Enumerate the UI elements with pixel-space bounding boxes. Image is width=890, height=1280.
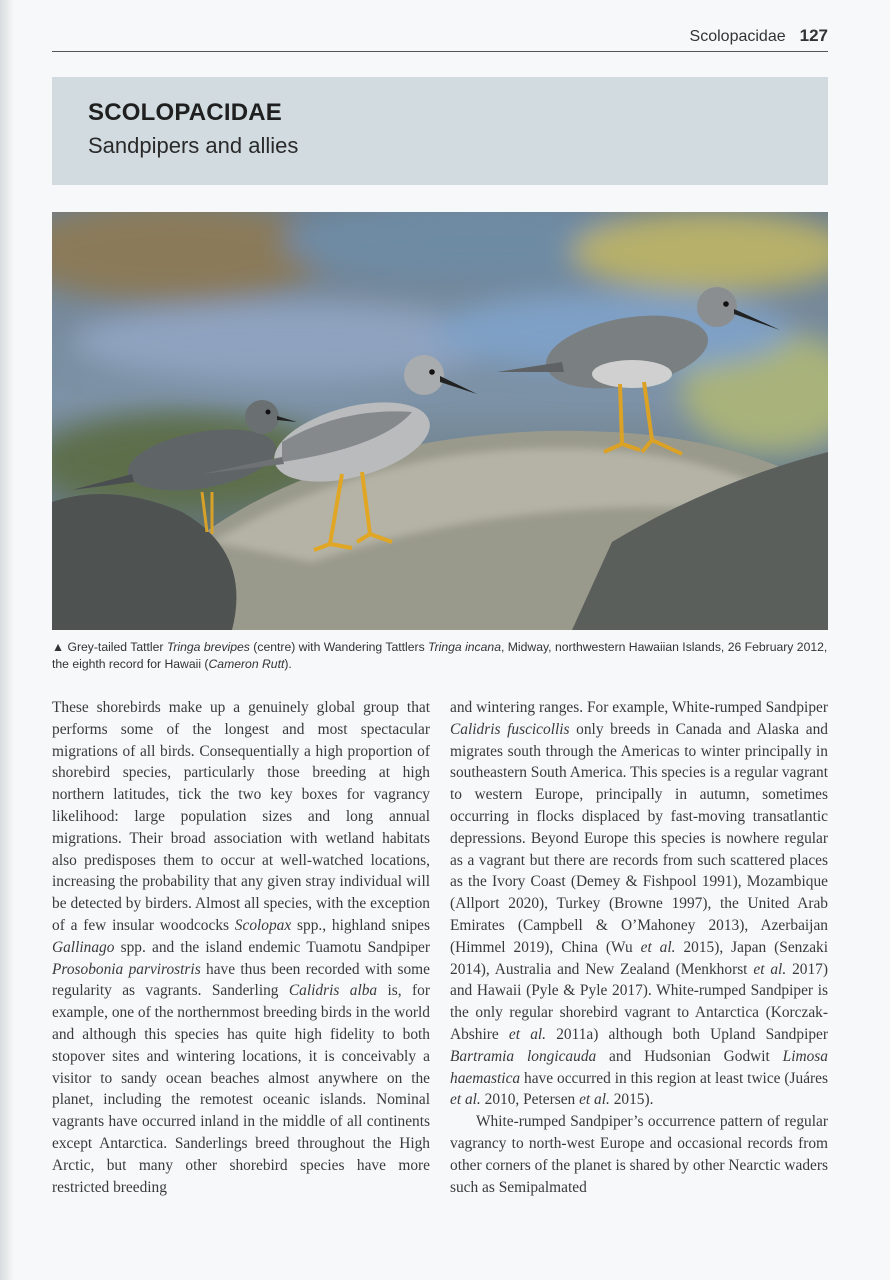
italic-text-run: et al.	[508, 1025, 547, 1043]
text-run: 2010, Petersen	[480, 1091, 580, 1109]
italic-text-run: Calidris fuscicollis	[450, 720, 570, 738]
text-run: 2011a) although both Upland Sandpiper	[546, 1025, 828, 1043]
text-run: 2017) and Hawaii (Pyle & Pyle 2017). White-rumped Sandpiper is the only regular shorebird vagrant to Antarctica (Korczak-Abshire	[450, 960, 828, 1043]
family-name: SCOLOPACIDAE	[88, 99, 282, 126]
text-run: have thus been recorded with some regularity as vagrants. Sanderling	[52, 960, 430, 1000]
italic-text-run: Calidris alba	[288, 982, 378, 1000]
italic-text-run: Limosa haemastica	[450, 1047, 828, 1087]
text-run: (centre) with Wandering Tattlers	[249, 640, 429, 654]
italic-text-run: Gallinago	[52, 938, 115, 956]
text-run: spp., highland snipes	[291, 916, 430, 934]
body-paragraph	[450, 1111, 828, 1198]
photo-illustration	[52, 212, 828, 630]
text-run: and wintering ranges. For example, White-rumped Sandpiper	[450, 699, 828, 716]
caption-text	[52, 640, 827, 671]
text-run: have occurred in this region at least twice (Juáres	[520, 1069, 828, 1087]
body-paragraph	[52, 697, 430, 1198]
body-column-left	[52, 697, 430, 1198]
italic-text-run: et al.	[753, 960, 787, 978]
running-head	[690, 26, 828, 46]
family-title-box	[52, 77, 828, 185]
text-run: and Hudsonian Godwit	[596, 1047, 783, 1065]
family-common-name: Sandpipers and allies	[88, 133, 299, 158]
page-number: 127	[799, 26, 828, 45]
text-run: 2015), Japan (Senzaki 2014), Australia and New Zealand (Menkhorst	[450, 938, 829, 978]
caption-marker-icon: ▲	[52, 640, 65, 654]
text-run: ).	[284, 657, 292, 671]
text-run: White-rumped Sandpiper’s occurrence pattern of regular vagrancy to north-west Europe and occasional records from other corners of the planet is shared by other Nearctic waders such as Semipalmated	[450, 1113, 828, 1196]
text-run: Grey-tailed Tattler	[64, 640, 167, 654]
italic-text-run: Bartramia longicauda	[450, 1047, 597, 1065]
italic-text-run: Tringa incana	[428, 640, 501, 654]
italic-text-run: Tringa brevipes	[166, 640, 250, 654]
running-head-section: Scolopacidae	[689, 28, 786, 45]
text-run: only breeds in Canada and Alaska and migrates south through the Americas to winter principally in southeastern South America. This species is a regular vagrant to western Europe, principally in autumn, sometimes occurring in flocks displaced by fast-moving transatlantic depressions. Beyond Europe this species is nowhere regular as a vagrant but there are records from such scattered places as the Ivory Coast (Demey & Fishpool 1991), Mozambique (Allport 2020), Turkey (Browne 1997), the United Arab Emirates (Campbell & O’Mahoney 2013), Azerbaijan (Himmel 2019), China (Wu	[450, 720, 828, 956]
italic-text-run: Cameron Rutt	[208, 657, 285, 671]
header-rule	[52, 51, 828, 52]
italic-text-run: et al.	[579, 1091, 610, 1109]
italic-text-run: Scolopax	[234, 916, 292, 934]
italic-text-run: Prosobonia parvirostris	[52, 960, 201, 978]
text-run: , Midway, northwestern Hawaiian Islands, 26 February 2012, the eighth record for Hawaii (	[52, 640, 828, 671]
text-run: These shorebirds make up a genuinely global group that performs some of the longest and most spectacular migrations of all birds. Consequentially a high proportion of shorebird species, particularly those breeding at high northern latitudes, tick the two key boxes for vagrancy likelihood: large population sizes and long annual migrations. Their broad association with wetland habitats also predisposes them to occur at well-watched locations, increasing the probability that any given stray individual will be detected by birders. Almost all species, with the exception of a few insular woodcocks	[52, 699, 430, 934]
body-column-right	[450, 697, 828, 1198]
photo-caption	[52, 639, 828, 673]
italic-text-run: et al.	[450, 1091, 481, 1109]
tattlers-photo	[52, 212, 828, 630]
text-run: 2015).	[609, 1091, 654, 1109]
body-paragraph	[450, 697, 828, 1111]
text-run: spp. and the island endemic Tuamotu Sandpiper	[114, 938, 430, 956]
book-spine-shadow	[0, 0, 14, 1280]
italic-text-run: et al.	[640, 938, 676, 956]
text-run: is, for example, one of the northernmost breeding birds in the world and although this species has quite high fidelity to both stopover sites and wintering locations, it is conceivably a visitor to sandy ocean beaches almost anywhere on the planet, including the remotest oceanic islands. Nominal vagrants have occurred inland in the middle of all continents except Antarctica. Sanderlings breed throughout the High Arctic, but many other shorebird species have more restricted breeding	[52, 982, 430, 1196]
